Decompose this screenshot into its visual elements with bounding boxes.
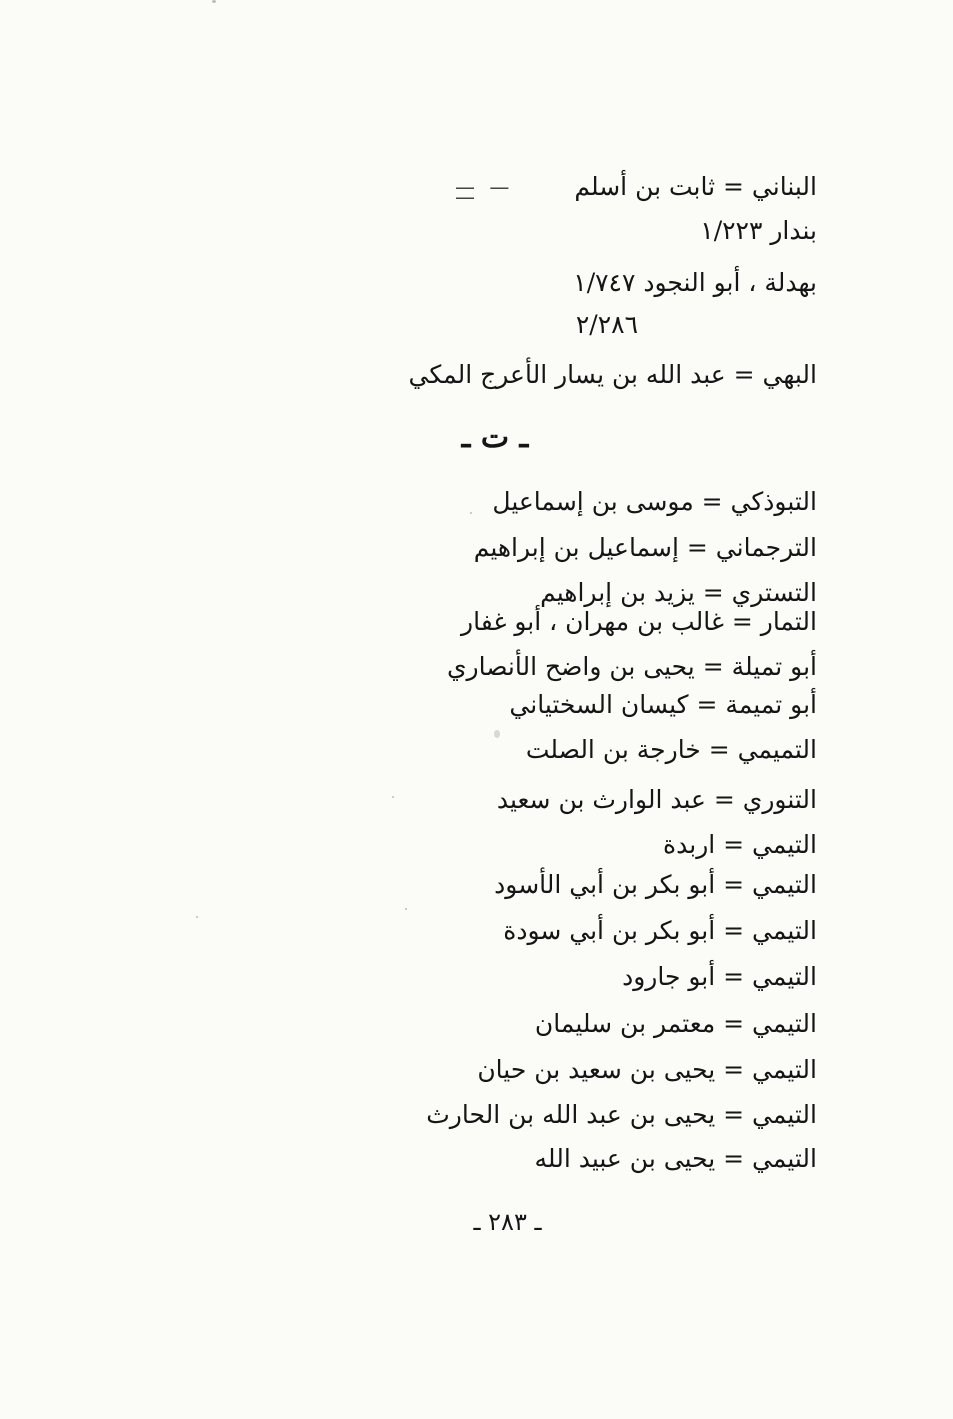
page-number: ـ ٢٨٣ ـ [473,1208,542,1236]
index-entry: التيمي = أبو بكر بن أبي سودة [503,916,817,945]
index-entry: التبوذكي = موسى بن إسماعيل [492,487,817,516]
decorative-dashes: — — — [455,175,514,209]
index-entry: التيمي = معتمر بن سليمان [534,1009,817,1038]
index-entry: التيمي = أبو جارود [622,962,817,991]
scan-speck [212,0,216,3]
index-entry: التنوري = عبد الوارث بن سعيد [496,785,817,814]
index-entry: التيمي = يحيى بن عبيد الله [534,1144,817,1173]
index-entry: التيمي = يحيى بن عبد الله بن الحارث [426,1100,817,1129]
index-entry: التمار = غالب بن مهران ، أبو غفار [461,607,817,636]
index-entry: بندار ١/٢٢٣ [700,216,817,245]
index-entry: البناني = ثابت بن أسلم [574,172,817,201]
index-entry: التيمي = يحيى بن سعيد بن حيان [477,1055,817,1084]
index-entry: التيمي = أبو بكر بن أبي الأسود [494,870,817,899]
scan-speck [405,908,407,910]
scan-speck [494,730,500,738]
scan-speck [470,512,472,514]
index-entry: أبو تميمة = كيسان السختياني [509,690,817,719]
index-entry: أبو تميلة = يحيى بن واضح الأنصاري [446,652,817,681]
section-letter-heading: ـ ت ـ [461,420,529,455]
index-entry: التميمي = خارجة بن الصلت [525,735,817,764]
index-entry: التستري = يزيد بن إبراهيم [540,578,817,607]
index-entry: الترجماني = إسماعيل بن إبراهيم [473,533,817,562]
index-entry: البهي = عبد الله بن يسار الأعرج المكي [408,360,817,389]
index-entry: بهدلة ، أبو النجود ١/٧٤٧ [573,268,817,297]
scan-speck [196,916,198,918]
index-entry-continuation: ٢/٢٨٦ [575,310,638,339]
index-entry: التيمي = اربدة [663,830,817,859]
scan-speck [392,796,394,798]
